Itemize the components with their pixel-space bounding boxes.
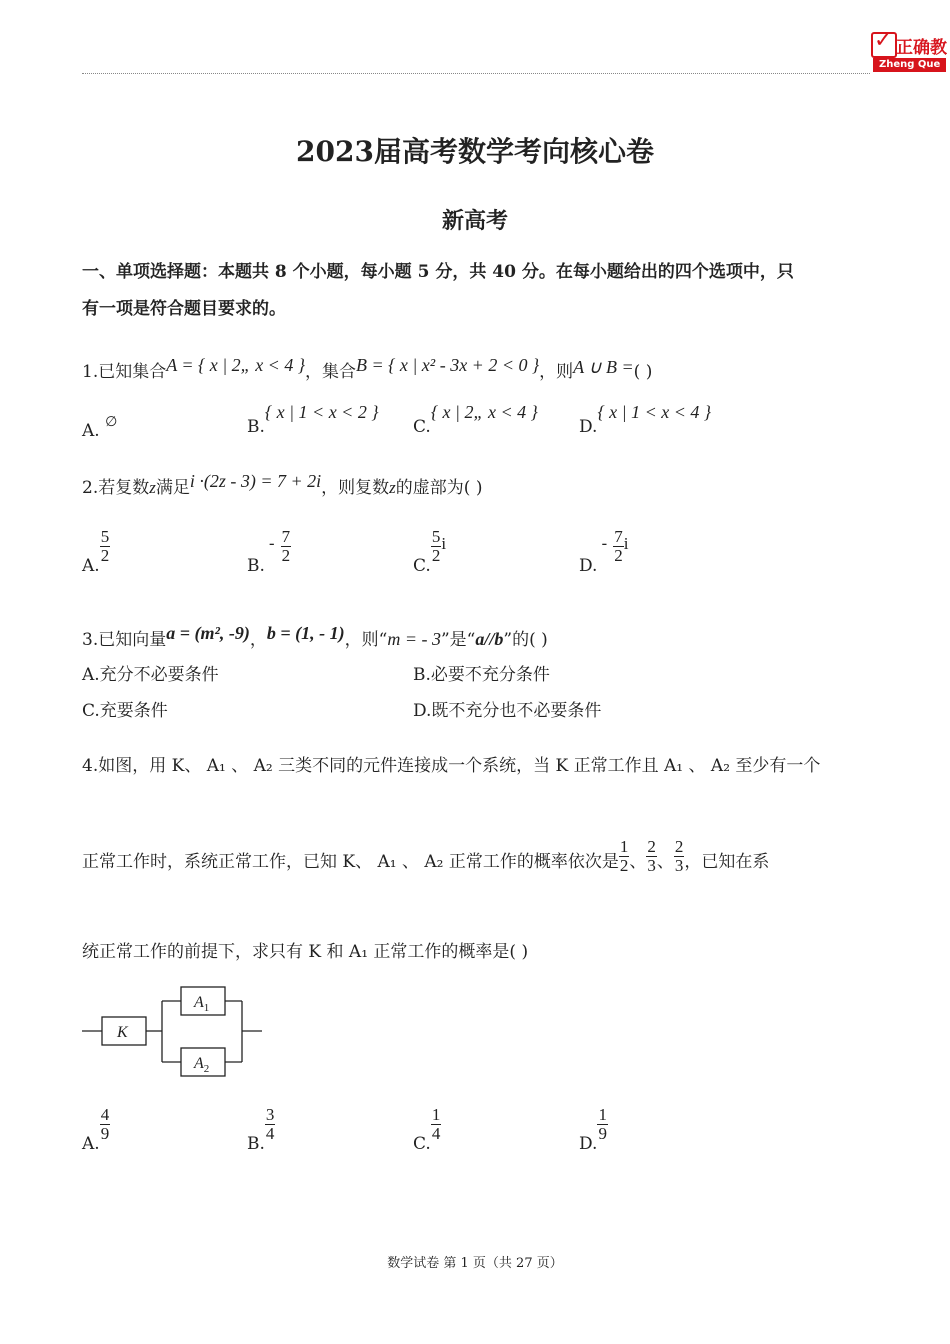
q2-option-a[interactable]	[82, 528, 110, 576]
page-title: 2023届高考数学考向核心卷	[296, 135, 654, 168]
q1-option-b-value: { x | 1 < x < 2 }	[264, 402, 379, 422]
q3-vector-a: a = (m², -9)	[166, 623, 250, 643]
q2-text-a: 2.若复数	[82, 478, 150, 498]
q4-option-a[interactable]	[82, 1106, 110, 1154]
q4-b-fraction	[265, 1106, 276, 1143]
label-a1-sub: 1	[203, 1002, 210, 1014]
circuit-diagram	[82, 984, 267, 1080]
question-3-stem: 3.已知向量a = (m², -9)，b = (1, - 1)，则“m = - 3”是“a//b”的( )	[82, 623, 548, 650]
q3-condition: m = - 3	[387, 629, 441, 649]
q1-option-a-label: A.	[82, 421, 100, 441]
q1-text-b: ，集合	[305, 362, 357, 382]
q1-option-d[interactable]	[579, 402, 711, 437]
q1-option-b-label: B.	[247, 417, 265, 437]
q4-a-fraction	[100, 1106, 111, 1143]
q2-option-b[interactable]	[247, 528, 291, 576]
q4-prob-a2-num: 2	[674, 837, 684, 856]
label-a2	[193, 1055, 209, 1075]
q2-b-sign: -	[268, 534, 275, 554]
q4-sep-2: 、	[656, 852, 674, 872]
q4-c-den: 4	[431, 1124, 441, 1143]
q1-option-b[interactable]	[247, 402, 379, 437]
q4-d-fraction	[597, 1106, 608, 1143]
q4-prob-k	[619, 838, 630, 875]
q2-d-suffix: i	[623, 534, 629, 553]
q2-var-z-2: z	[389, 478, 396, 497]
q4-prob-a2	[674, 838, 685, 875]
q2-a-den: 2	[100, 546, 110, 565]
q2-d-sign: -	[601, 534, 608, 554]
q1-text-a: 1.已知集合	[82, 362, 167, 382]
section-heading-line2: 有一项是符合题目要求的。	[82, 299, 286, 319]
q2-var-z: z	[149, 478, 156, 497]
q4-sep-1: 、	[629, 852, 647, 872]
q2-option-b-label: B.	[247, 556, 265, 576]
question-4-line1: 4.如图，用 K、 A₁ 、 A₂ 三类不同的元件连接成一个系统，当 K 正常工作且 A₁ 、 A₂ 至少有一个	[82, 756, 821, 776]
label-k: K	[117, 1024, 128, 1041]
q2-option-c-label: C.	[413, 556, 431, 576]
logo-text-cn: 正确教	[896, 38, 947, 58]
q3-option-d[interactable]: D.既不充分也不必要条件	[413, 701, 602, 721]
q3-text-c: ”是“	[440, 630, 476, 650]
q1-option-d-label: D.	[579, 417, 598, 437]
q1-option-c-label: C.	[413, 417, 431, 437]
q3-option-a[interactable]: A.充分不必要条件	[82, 665, 219, 685]
q4-line2-text-a: 正常工作时，系统正常工作，已知 K、 A₁ 、 A₂ 正常工作的概率依次是	[82, 852, 619, 872]
q2-text-c: ，则复数	[321, 478, 390, 498]
q4-prob-a1-num: 2	[647, 837, 656, 856]
q4-prob-a1	[646, 838, 657, 875]
q4-option-a-label: A.	[82, 1134, 100, 1154]
q2-b-num: 7	[281, 527, 291, 546]
q2-d-num: 7	[614, 527, 623, 546]
q4-prob-a2-den: 3	[674, 856, 684, 875]
label-a2-sub: 2	[203, 1063, 210, 1075]
q2-option-c[interactable]	[413, 528, 446, 576]
q4-option-b[interactable]	[247, 1106, 275, 1154]
q2-b-fraction	[281, 528, 292, 565]
question-2-stem	[82, 470, 482, 499]
q4-d-den: 9	[598, 1124, 607, 1143]
q2-option-d[interactable]	[579, 528, 628, 576]
question-4-line2	[82, 838, 769, 875]
q1-option-d-value: { x | 1 < x < 4 }	[597, 402, 712, 422]
q4-option-b-label: B.	[247, 1134, 265, 1154]
q2-text-d: 的虚部为( )	[395, 478, 483, 498]
q2-a-fraction	[100, 528, 111, 565]
question-4-line3: 统正常工作的前提下，求只有 K 和 A₁ 正常工作的概率是( )	[82, 942, 529, 962]
q4-prob-a1-den: 3	[647, 856, 656, 875]
q3-option-b[interactable]: B.必要不充分条件	[413, 665, 550, 685]
q4-c-fraction	[431, 1106, 442, 1143]
q1-option-a[interactable]	[82, 414, 117, 441]
q3-text-a: 3.已知向量	[82, 630, 167, 650]
label-a1	[193, 994, 209, 1014]
q2-c-fraction	[431, 528, 442, 565]
label-a2-main: A	[194, 1055, 204, 1072]
q2-equation: i ·(2z - 3) = 7 + 2i	[189, 471, 322, 491]
q4-prob-k-num: 1	[619, 837, 629, 856]
q2-c-den: 2	[431, 546, 441, 565]
q2-d-fraction	[613, 528, 624, 565]
logo-text-en: Zheng Que	[873, 58, 946, 72]
q4-b-num: 3	[265, 1105, 275, 1124]
q4-option-c-label: C.	[413, 1134, 431, 1154]
q3-text-b: ，则“	[344, 630, 388, 650]
q1-set-b: B = { x | x² - 3x + 2 < 0 }	[356, 355, 540, 375]
q4-c-num: 1	[431, 1105, 441, 1124]
q4-prob-k-den: 2	[619, 856, 629, 875]
page-subtitle: 新高考	[441, 208, 508, 234]
q1-union: A ∪ B =	[573, 357, 634, 377]
q4-b-den: 4	[265, 1124, 275, 1143]
q4-line2-text-b: ，已知在系	[684, 852, 770, 872]
q4-option-c[interactable]	[413, 1106, 441, 1154]
q2-c-num: 5	[431, 527, 441, 546]
label-a1-main: A	[194, 994, 204, 1011]
q1-text-d: ( )	[633, 362, 653, 382]
q1-set-a: A = { x | 2„ x < 4 }	[166, 355, 306, 375]
q4-option-d-label: D.	[579, 1134, 598, 1154]
q4-a-num: 4	[100, 1105, 110, 1124]
q1-option-c[interactable]	[413, 402, 538, 437]
checkmark-icon: ✓	[874, 30, 893, 53]
q2-option-a-label: A.	[82, 556, 100, 576]
q4-option-d[interactable]	[579, 1106, 608, 1154]
q2-text-b: 满足	[155, 478, 190, 498]
q2-c-suffix: i	[441, 534, 447, 553]
q2-a-num: 5	[100, 527, 110, 546]
brand-logo	[868, 30, 950, 72]
q1-text-c: ，则	[539, 362, 574, 382]
section-heading-line1: 一、单项选择题：本题共 8 个小题，每小题 5 分，共 40 分。在每小题给出的四个选项中，只	[82, 262, 794, 282]
q3-text-d: ”的( )	[503, 630, 548, 650]
q4-d-num: 1	[598, 1105, 607, 1124]
q2-d-den: 2	[614, 546, 623, 565]
q3-parallel: a//b	[475, 629, 504, 649]
q4-a-den: 9	[100, 1124, 110, 1143]
empty-set-icon: ∅	[105, 414, 118, 430]
header-rule	[82, 73, 870, 74]
q3-option-c[interactable]: C.充要条件	[82, 701, 168, 721]
question-1-stem	[82, 354, 652, 383]
q2-option-d-label: D.	[579, 556, 598, 576]
q1-option-c-value: { x | 2„ x < 4 }	[430, 402, 538, 422]
q2-b-den: 2	[281, 546, 291, 565]
q3-vector-b: b = (1, - 1)	[266, 623, 345, 643]
page-footer: 数学试卷 第 1 页（共 27 页）	[387, 1256, 563, 1271]
